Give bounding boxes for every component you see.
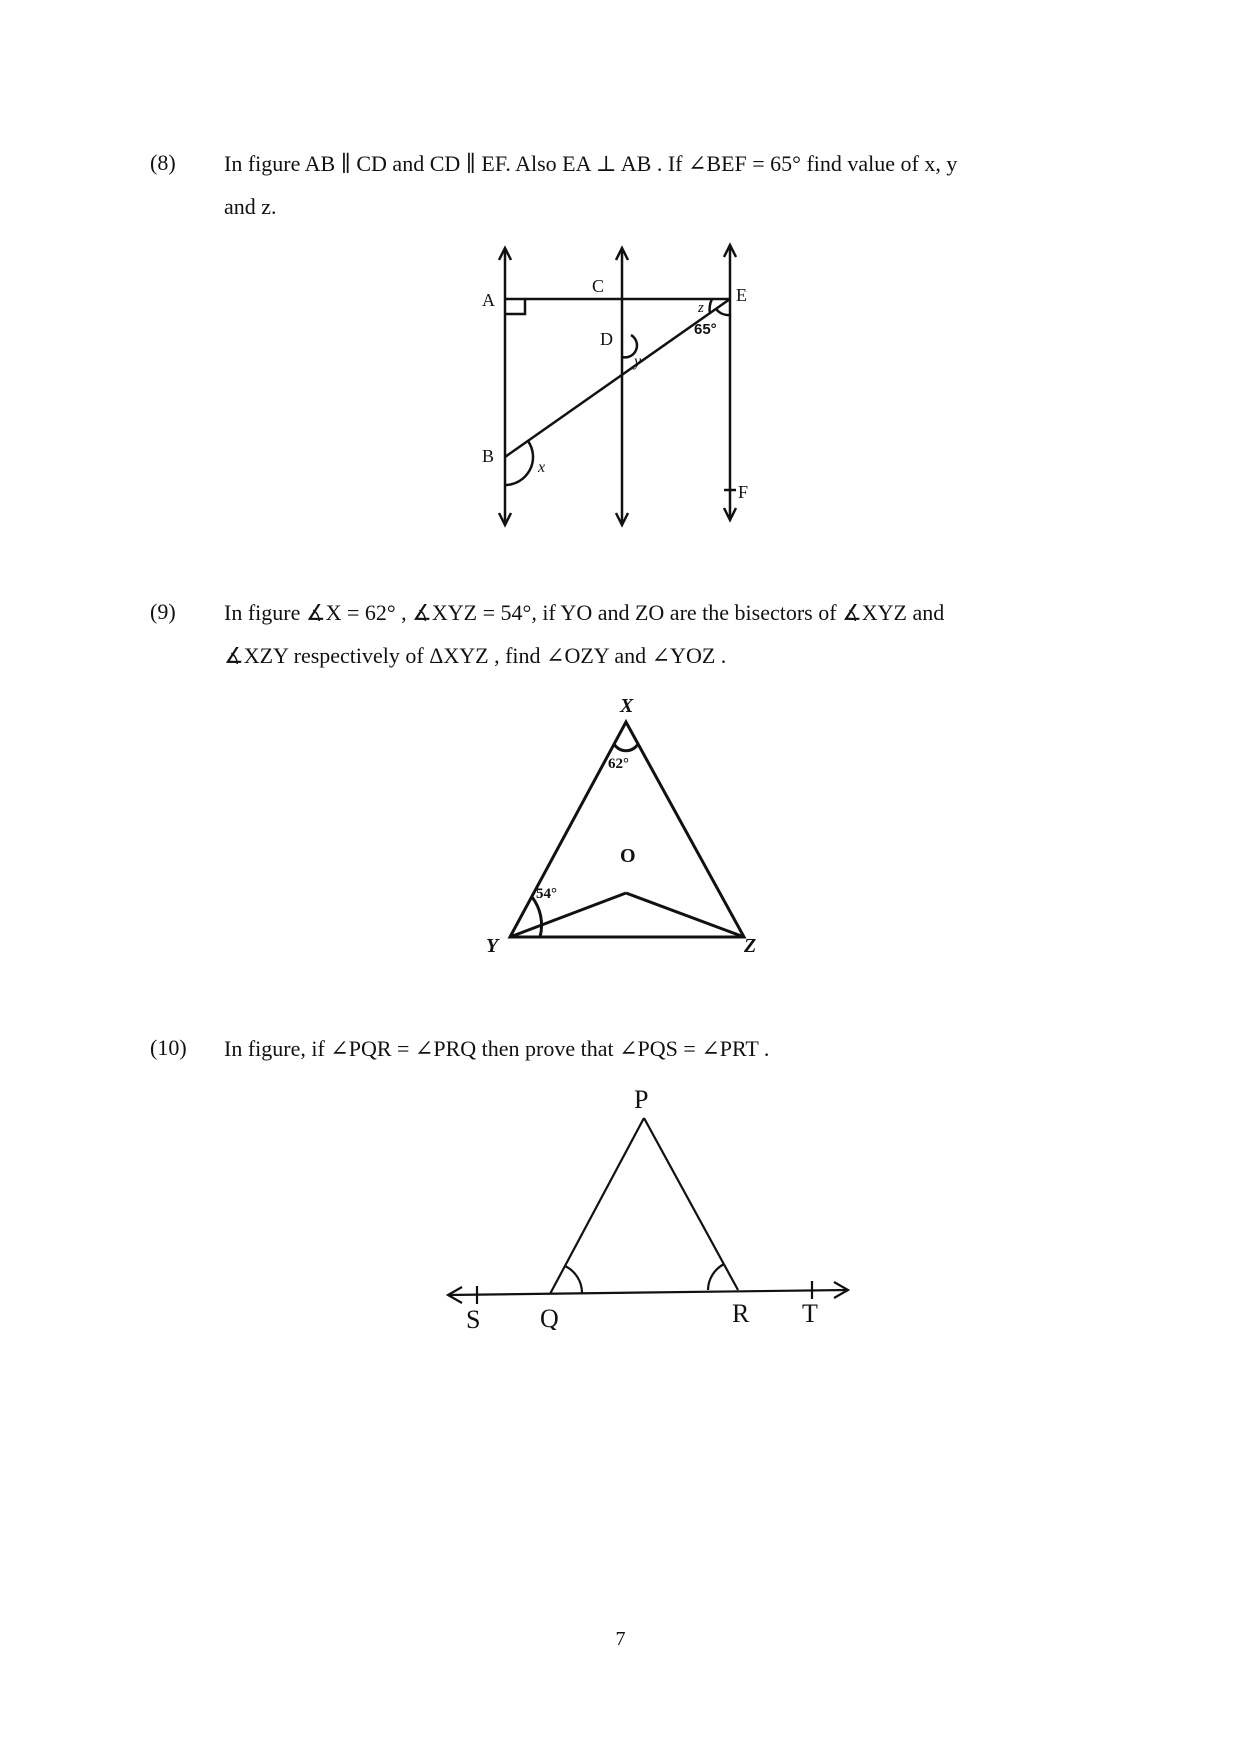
- question-9-line2: ∡XZY respectively of ΔXYZ , find ∠OZY and ∠YOZ .: [224, 643, 727, 668]
- label-x: x: [538, 459, 546, 476]
- page-number: 7: [615, 1628, 626, 1650]
- arc-54: [532, 897, 542, 937]
- label-p: P: [634, 1085, 649, 1114]
- arc-62: [614, 744, 638, 751]
- triangle-xyz: [510, 722, 744, 937]
- label-f: F: [738, 482, 749, 502]
- label-r: R: [732, 1299, 750, 1328]
- label-e: E: [736, 285, 747, 305]
- figure-triangle-pqr: [440, 1080, 860, 1330]
- figure-parallel-lines: [460, 240, 780, 540]
- arc-65: [716, 309, 730, 315]
- label-c: C: [592, 276, 605, 296]
- line-st: [448, 1290, 848, 1295]
- label-t: T: [802, 1299, 818, 1328]
- question-10-number: (10): [150, 1035, 187, 1060]
- label-y: Y: [486, 935, 499, 957]
- arc-q: [565, 1266, 582, 1294]
- segment-pq: [550, 1118, 644, 1294]
- label-z: z: [698, 300, 704, 316]
- arc-r: [708, 1264, 724, 1290]
- label-d: D: [600, 329, 613, 349]
- label-angle-65: 65°: [694, 321, 717, 338]
- label-q: Q: [540, 1304, 559, 1330]
- label-s: S: [466, 1305, 481, 1330]
- label-b: B: [482, 446, 495, 466]
- label-a: A: [482, 290, 495, 310]
- question-9-text: [224, 591, 1124, 677]
- label-y: y: [634, 353, 642, 370]
- question-8-line2: and z.: [224, 194, 277, 219]
- question-8-number: (8): [150, 150, 176, 175]
- question-10-line1: In figure, if ∠PQR = ∠PRQ then prove that ∠PQS = ∠PRT .: [224, 1036, 770, 1061]
- label-z: Z: [744, 935, 757, 957]
- label-o: O: [620, 845, 636, 867]
- label-angle-62: 62°: [608, 756, 629, 772]
- question-8-line1: In figure AB ∥ CD and CD ∥ EF. Also EA ⊥ AB . If ∠BEF = 65° find value of x, y: [224, 151, 958, 176]
- label-angle-54: 54°: [536, 886, 557, 902]
- question-8-text: [224, 142, 1124, 228]
- segment-yo: [510, 893, 626, 937]
- question-10-text: [224, 1027, 1124, 1070]
- figure-triangle-xyz: [480, 690, 780, 960]
- question-9-line1: In figure ∡X = 62° , ∡XYZ = 54°, if YO and ZO are the bisectors of ∡XYZ and: [224, 600, 945, 625]
- segment-zo: [626, 893, 744, 937]
- question-9-number: (9): [150, 599, 176, 624]
- label-x: X: [620, 695, 634, 717]
